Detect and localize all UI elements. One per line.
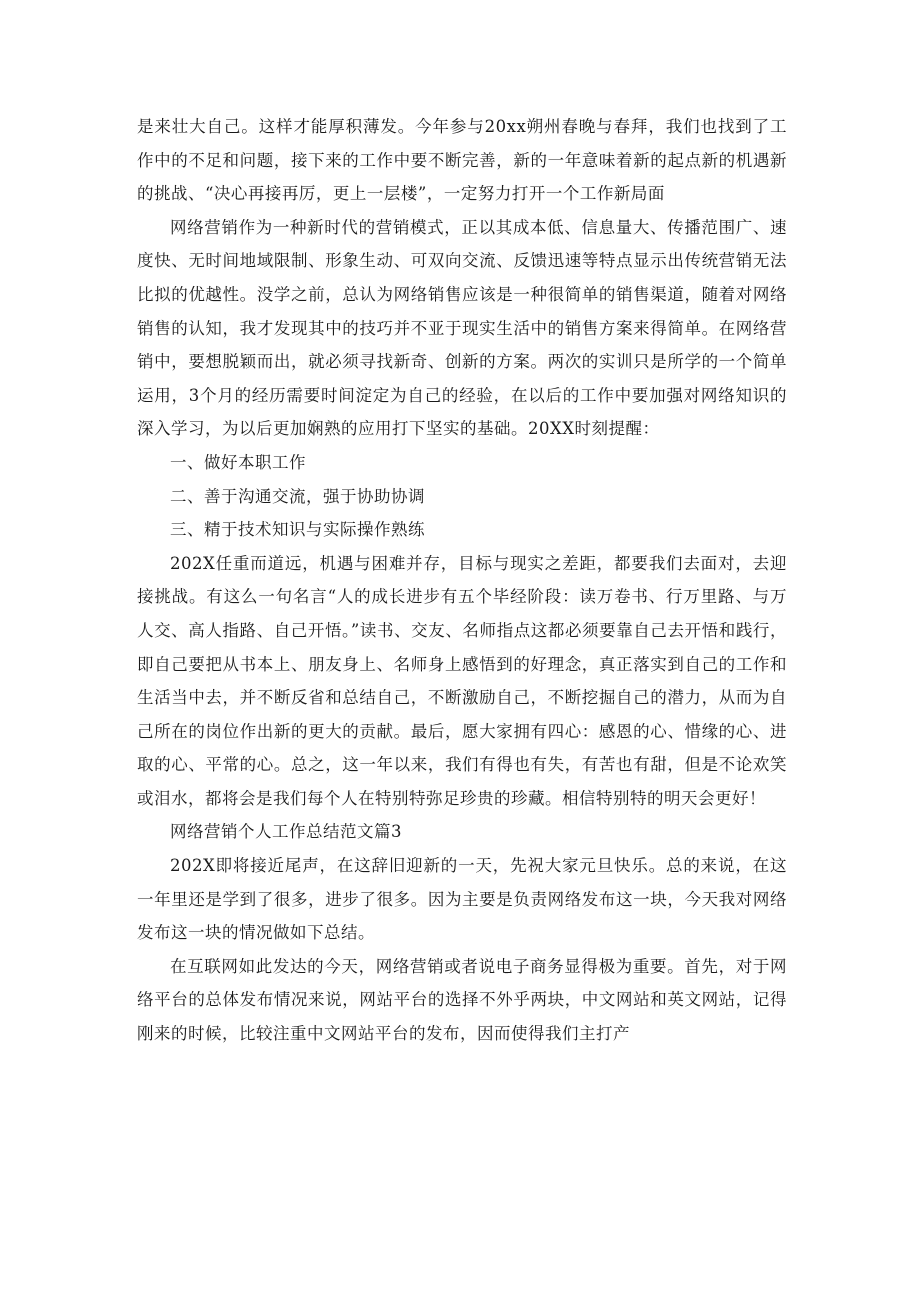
paragraph-1: 是来壮大自己。这样才能厚积薄发。今年参与20xx朔州春晚与春拜，我们也找到了工作中的不足和问题，接下来的工作中要不断完善，新的一年意味着新的起点新的机遇新的挑战、“决心再接再厉，更上一层楼”，一定努力打开一个工作新局面: [137, 117, 787, 204]
section-heading: 网络营销个人工作总结范文篇3: [170, 822, 402, 842]
paragraph-5: 在互联网如此发达的今天，网络营销或者说电子商务显得极为重要。首先，对于网络平台的总体发布情况来说，网站平台的选择不外乎两块，中文网站和英文网站，记得刚来的时候，比较注重中文网站平台的发布，因而使得我们主打产: [137, 956, 787, 1044]
paragraph-2: 网络营销作为一种新时代的营销模式，正以其成本低、信息量大、传播范围广、速度快、无时间地域限制、形象生动、可双向交流、反馈迅速等特点显示出传统营销无法比拟的优越性。没学之前，总认为网络销售应该是一种很简单的销售渠道，随着对网络销售的认知，我才发现其中的技巧并不亚于现实生活中的销售方案来得简单。在网络营销中，要想脱颖而出，就必须寻找新奇、创新的方案。两次的实训只是所学的一个简单运用，3个月的经历需要时间淀定为自己的经验，在以后的工作中要加强对网络知识的深入学习，为以后更加娴熟的应用打下坚实的基础。20XX时刻提醒：: [137, 217, 787, 439]
list-item-2: 二、善于沟通交流，强于协助协调: [170, 486, 425, 506]
paragraph-4: 202X即将接近尾声，在这辞旧迎新的一天，先祝大家元旦快乐。总的来说，在这一年里还是学到了很多，进步了很多。因为主要是负责网络发布这一块，今天我对网络发布这一块的情况做如下总结。: [137, 856, 787, 943]
list-item-1: 一、做好本职工作: [170, 452, 306, 472]
document-page: [137, 110, 787, 1051]
paragraph-3: 202X任重而道远，机遇与困难并存，目标与现实之差距，都要我们去面对，去迎接挑战。有这么一句名言“人的成长进步有五个毕经阶段：读万卷书、行万里路、与万人交、高人指路、自己开悟。”读书、交友、名师指点这都必须要靠自己去开悟和践行，即自己要把从书本上、朋友身上、名师身上感悟到的好理念，真正落实到自己的工作和生活当中去，并不断反省和总结自己，不断激励自己，不断挖掘自己的潜力，从而为自己所在的岗位作出新的更大的贡献。最后，愿大家拥有四心：感恩的心、惜缘的心、进取的心、平常的心。总之，这一年以来，我们有得也有失，有苦也有甜，但是不论欢笑或泪水，都将会是我们每个人在特别特弥足珍贵的珍藏。相信特别特的明天会更好！: [137, 553, 787, 808]
list-item-3: 三、精于技术知识与实际操作熟练: [170, 520, 425, 540]
